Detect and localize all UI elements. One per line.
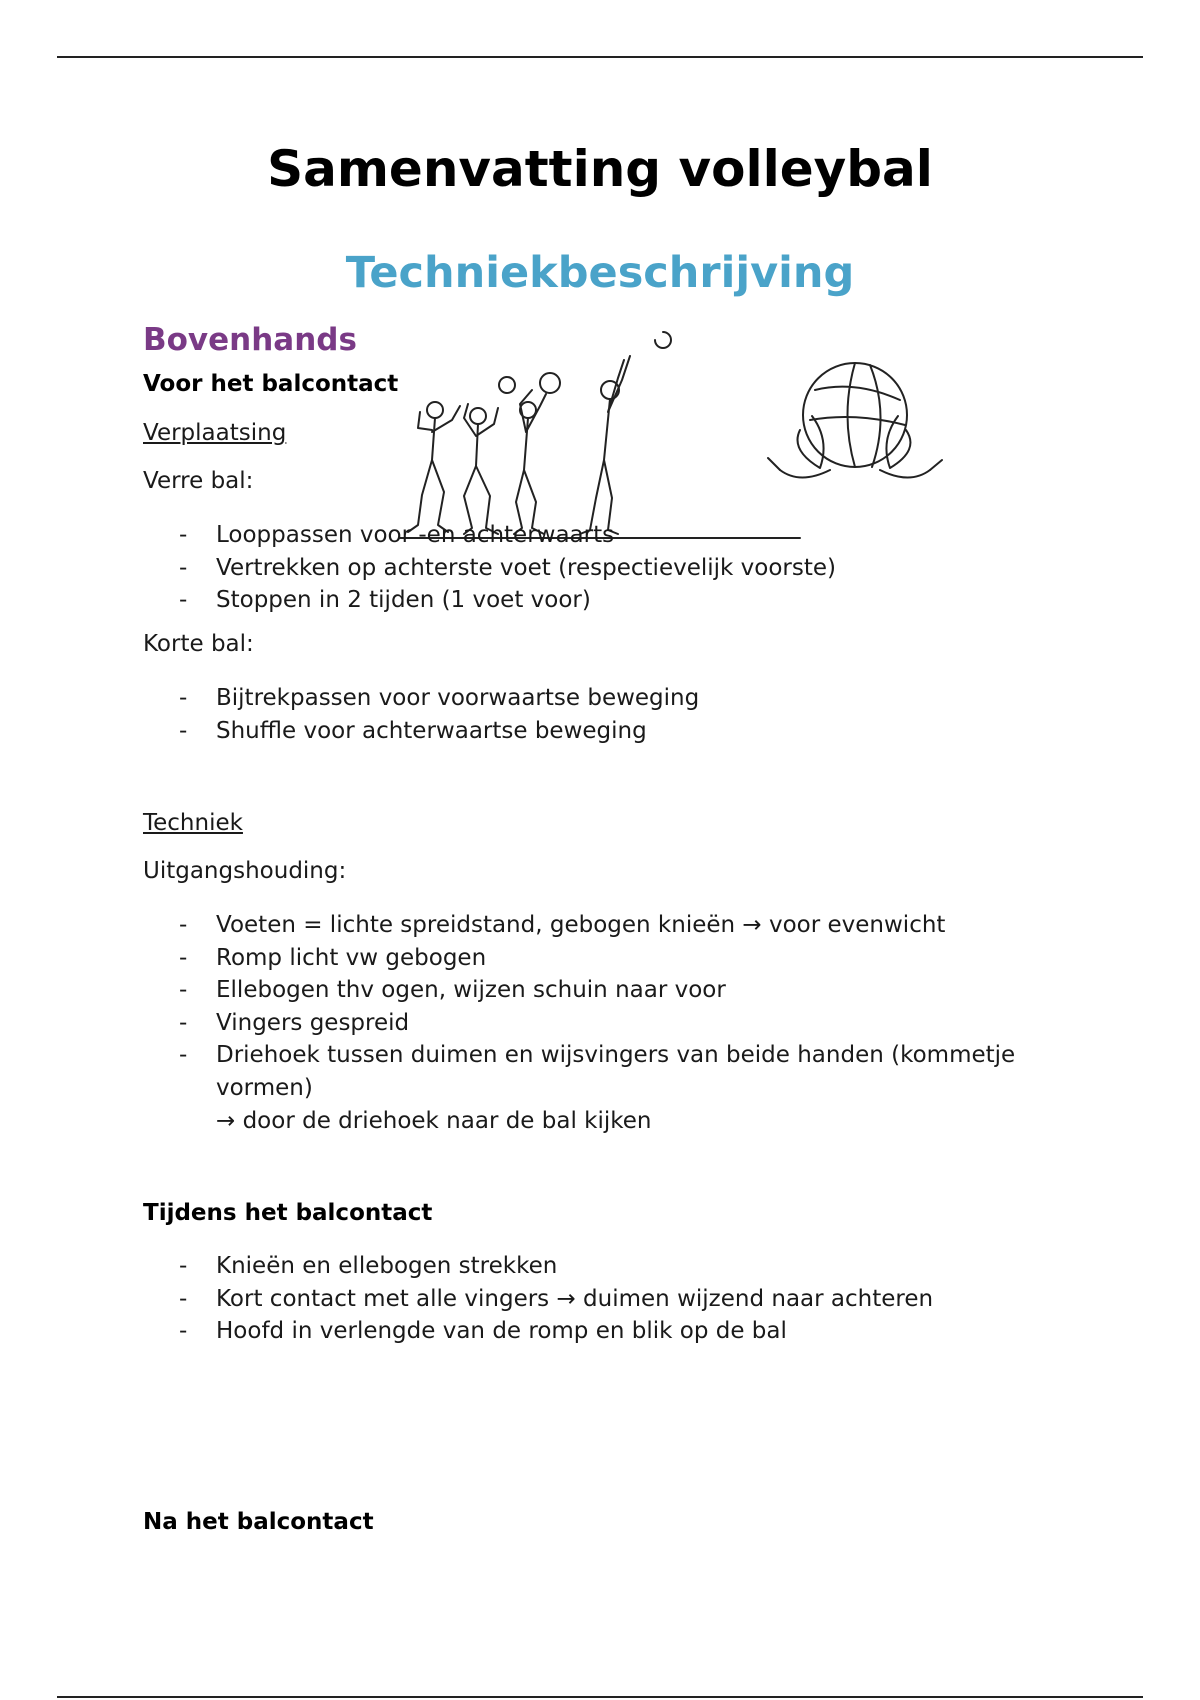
heading-tijdens-het-balcontact: Tijdens het balcontact: [143, 1200, 433, 1226]
list-item: - Shuffle voor achterwaartse beweging: [143, 715, 699, 748]
heading-na-het-balcontact: Na het balcontact: [143, 1509, 374, 1535]
document-subtitle: Techniekbeschrijving: [345, 248, 855, 298]
label-uitgangshouding: Uitgangshouding:: [143, 858, 347, 884]
list-uitgangshouding: [143, 909, 1015, 1137]
volleyball-set-illustration: [360, 320, 960, 550]
top-rule: [57, 56, 1143, 58]
player-2: [464, 404, 498, 534]
ball-3: [655, 332, 671, 348]
list-item: - Voeten = lichte spreidstand, gebogen knieën → voor evenwicht: [143, 909, 1015, 942]
list-tijdens-het-balcontact: [143, 1250, 933, 1348]
list-item: - Romp licht vw gebogen: [143, 942, 1015, 975]
list-item: - Kort contact met alle vingers → duimen wijzend naar achteren: [143, 1283, 933, 1316]
player-3: [514, 390, 546, 534]
list-item-continuation: vormen): [216, 1074, 313, 1101]
player-1: [408, 402, 460, 532]
list-item: - Stoppen in 2 tijden (1 voet voor): [143, 584, 836, 617]
list-item: - Looppassen voor -en achterwaarts: [143, 519, 836, 552]
player-4: [580, 356, 630, 534]
document-title: Samenvatting volleybal: [267, 140, 933, 198]
label-verre-bal: Verre bal:: [143, 468, 254, 494]
section-heading-bovenhands: Bovenhands: [143, 322, 357, 358]
heading-voor-het-balcontact: Voor het balcontact: [143, 371, 399, 397]
list-item: - Vingers gespreid: [143, 1007, 1015, 1040]
list-item: - Vertrekken op achterste voet (respectievelijk voorste): [143, 552, 836, 585]
list-korte-bal: [143, 682, 699, 747]
list-item: - Driehoek tussen duimen en wijsvingers van beide handen (kommetje: [143, 1039, 1015, 1072]
list-item: - Ellebogen thv ogen, wijzen schuin naar voor: [143, 974, 1015, 1007]
label-korte-bal: Korte bal:: [143, 631, 254, 657]
heading-techniek: Techniek: [143, 810, 243, 836]
list-item: - Bijtrekpassen voor voorwaartse beweging: [143, 682, 699, 715]
heading-verplaatsing: Verplaatsing: [143, 420, 287, 446]
ball-2: [540, 373, 560, 393]
list-item: - Hoofd in verlengde van de romp en blik op de bal: [143, 1315, 933, 1348]
ball-1: [499, 377, 515, 393]
list-verre-bal: [143, 519, 836, 617]
bottom-rule: [57, 1696, 1143, 1698]
triangle-note: → door de driehoek naar de bal kijken: [216, 1107, 652, 1134]
hands-ball-drawing: [768, 363, 942, 478]
list-item: - Knieën en ellebogen strekken: [143, 1250, 933, 1283]
